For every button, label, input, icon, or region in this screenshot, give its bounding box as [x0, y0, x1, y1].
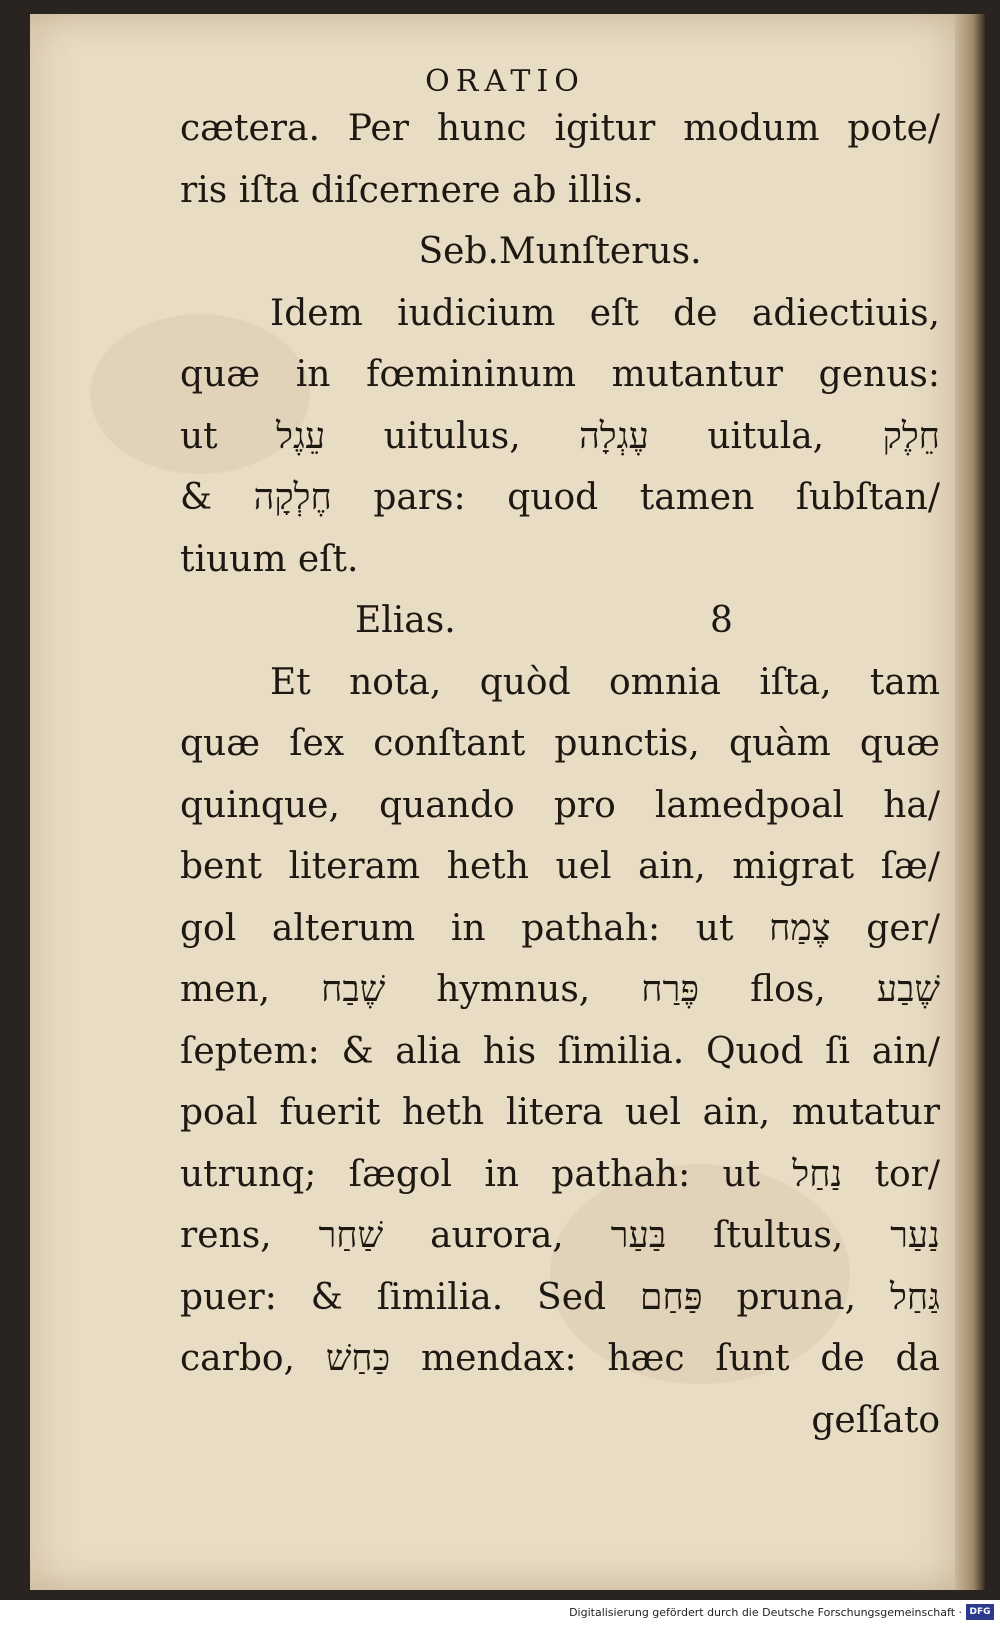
page-gutter-edge	[955, 14, 985, 1590]
footer-credit: Digitalisierung gefördert durch die Deutsche Forschungsgemeinschaft ·	[569, 1606, 962, 1619]
body-text	[180, 98, 940, 1451]
text-line: men, שֶׁבַח hymnus, פֶּרַח flos, שֶׁבַע	[180, 969, 940, 1010]
section-heading-row	[180, 590, 940, 652]
text-line: bent literam heth uel ain, migrat ſæ/	[180, 846, 940, 887]
text-line: quinque, quando pro lamedpoal ha/	[180, 784, 940, 826]
text-line: puer: & ſimilia. Sed פַּחַם pruna, גַּחַל	[180, 1276, 941, 1318]
running-head: ORATIO	[425, 64, 585, 99]
text-line: gol alterum in pathah: ut צֶמַח ger/	[180, 907, 940, 949]
text-line: poal fuerit heth litera uel ain, mutatur	[180, 1092, 940, 1133]
section-number: 8	[710, 600, 733, 641]
text-line: utrunq; ſægol in pathah: ut נַחַל tor/	[180, 1153, 941, 1195]
text-line: carbo, כַּחַשׁ mendax: hæc ſunt de da	[180, 1338, 940, 1379]
text-line: & חֶלְקָה pars: quod tamen ſubſtan/	[180, 477, 940, 518]
text-line: cætera. Per hunc igitur modum pote/	[180, 108, 940, 149]
text-line: Et nota, quòd omnia iſta, tam	[270, 661, 940, 703]
text-line: rens, שַׁחַר aurora, בַּעַר ſtultus, נַעַר	[180, 1215, 940, 1256]
section-heading: Elias.	[355, 600, 456, 641]
footer-bar	[0, 1600, 1000, 1627]
section-heading: Seb.Munſterus.	[418, 231, 702, 272]
text-line: quæ in fœmininum mutantur genus:	[180, 354, 940, 395]
text-line: Idem iudicium eſt de adiectiuis,	[270, 292, 940, 334]
dfg-logo[interactable]: DFG	[966, 1604, 994, 1620]
catchword: geſſato	[811, 1399, 940, 1441]
text-line: ut עֵגֶל uitulus, עֶגְלָה uitula, חֵלֶק	[180, 415, 940, 457]
text-line: tiuum eſt.	[180, 538, 359, 580]
text-line: ris iſta diſcernere ab illis.	[180, 169, 644, 211]
text-line: ſeptem: & alia his ſimilia. Quod ſi ain/	[180, 1030, 940, 1072]
text-line: quæ ſex conſtant punctis, quàm quæ	[180, 723, 940, 764]
